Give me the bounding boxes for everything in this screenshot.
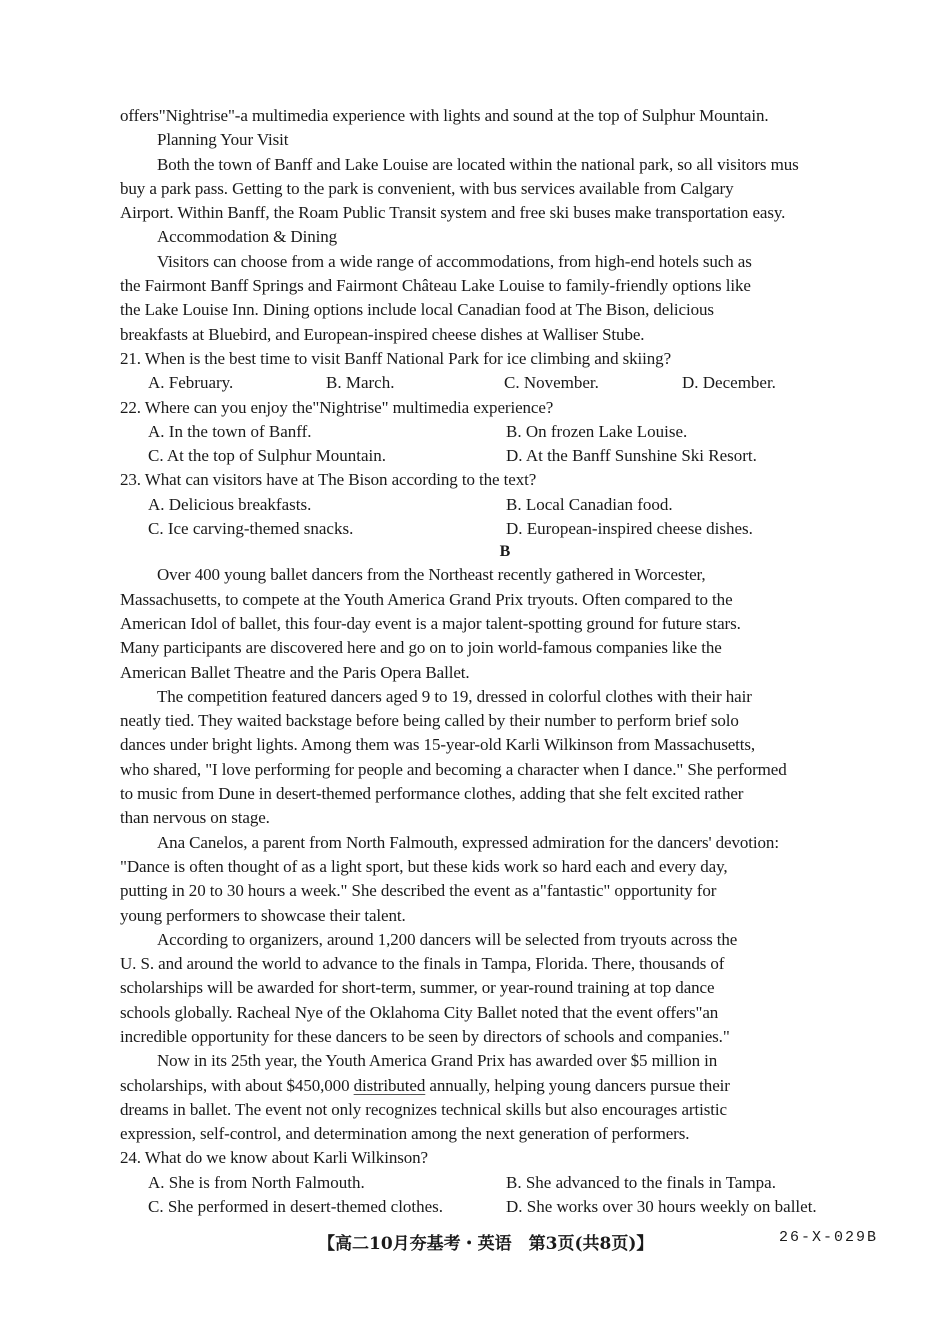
question-stem: 21. When is the best time to visit Banff National Park for ice climbing and skiing? bbox=[120, 348, 672, 368]
question-23 bbox=[120, 468, 910, 541]
section-heading-planning: Planning Your Visit bbox=[157, 130, 289, 150]
passage-line: U. S. and around the world to advance to the finals in Tampa, Florida. There, thousands of bbox=[120, 954, 725, 974]
question-24 bbox=[120, 1146, 910, 1219]
passage-line: schools globally. Racheal Nye of the Oklahoma City Ballet noted that the event offers"an bbox=[120, 1002, 719, 1022]
passage-line: breakfasts at Bluebird, and European-inspired cheese dishes at Walliser Stube. bbox=[120, 324, 645, 344]
passage-line bbox=[120, 1074, 910, 1098]
passage-line: young performers to showcase their talent. bbox=[120, 905, 406, 925]
paragraph-4 bbox=[120, 928, 910, 1049]
exam-code: 26-X-029B bbox=[778, 1229, 878, 1246]
option-b: B. She advanced to the finals in Tampa. bbox=[506, 1172, 776, 1192]
question-stem: 24. What do we know about Karli Wilkinson? bbox=[120, 1148, 428, 1168]
passage-line: who shared, "I love performing for people and becoming a character when I dance." She performed bbox=[120, 759, 787, 779]
option-b: B. March. bbox=[326, 373, 395, 393]
option-d: D. European-inspired cheese dishes. bbox=[506, 519, 753, 539]
passage-line: According to organizers, around 1,200 dancers will be selected from tryouts across the bbox=[157, 929, 738, 949]
passage-line: Visitors can choose from a wide range of accommodations, from high-end hotels such as bbox=[157, 251, 752, 271]
passage-line: Over 400 young ballet dancers from the Northeast recently gathered in Worcester, bbox=[157, 565, 706, 585]
option-c: C. She performed in desert-themed clothes. bbox=[148, 1197, 444, 1217]
option-a: A. February. bbox=[148, 373, 234, 393]
text-segment: scholarships, with about $450,000 bbox=[120, 1075, 354, 1095]
option-a: A. Delicious breakfasts. bbox=[148, 494, 312, 514]
option-d: D. She works over 30 hours weekly on ballet. bbox=[506, 1197, 817, 1217]
passage-line: Massachusetts, to compete at the Youth America Grand Prix tryouts. Often compared to the bbox=[120, 589, 733, 609]
option-d: D. December. bbox=[682, 373, 776, 393]
option-b: B. Local Canadian food. bbox=[506, 494, 673, 514]
passage-line: to music from Dune in desert-themed performance clothes, adding that she felt excited rather bbox=[120, 784, 744, 804]
option-c: C. November. bbox=[504, 373, 599, 393]
option-d: D. At the Banff Sunshine Ski Resort. bbox=[506, 446, 757, 466]
passage-line: than nervous on stage. bbox=[120, 808, 270, 828]
passage-line: Many participants are discovered here and go on to join world-famous companies like the bbox=[120, 638, 722, 658]
passage-line: dances under bright lights. Among them was 15-year-old Karli Wilkinson from Massachusetts, bbox=[120, 735, 756, 755]
option-c: C. At the top of Sulphur Mountain. bbox=[148, 446, 386, 466]
question-stem: 23. What can visitors have at The Bison according to the text? bbox=[120, 470, 537, 490]
passage-line: incredible opportunity for these dancers to be seen by directors of schools and companies." bbox=[120, 1026, 730, 1046]
passage-line: American Ballet Theatre and the Paris Opera Ballet. bbox=[120, 662, 470, 682]
question-stem: 22. Where can you enjoy the"Nightrise" multimedia experience? bbox=[120, 397, 554, 417]
passage-line: the Lake Louise Inn. Dining options include local Canadian food at The Bison, delicious bbox=[120, 300, 714, 320]
passage-line: The competition featured dancers aged 9 to 19, dressed in colorful clothes with their hair bbox=[157, 686, 752, 706]
passage-line: "Dance is often thought of as a light sport, but these kids work so hard each and every day, bbox=[120, 856, 728, 876]
passage-line: scholarships will be awarded for short-term, summer, or year-round training at top dance bbox=[120, 978, 715, 998]
section-heading-accommodation: Accommodation & Dining bbox=[157, 227, 338, 247]
passage-line: Airport. Within Banff, the Roam Public Transit system and free ski buses make transportation easy. bbox=[120, 203, 786, 223]
paragraph-1 bbox=[120, 563, 910, 684]
page-footer bbox=[318, 1229, 878, 1254]
option-c: C. Ice carving-themed snacks. bbox=[148, 519, 354, 539]
option-a: A. In the town of Banff. bbox=[148, 421, 312, 441]
passage-line: American Idol of ballet, this four-day event is a major talent-spotting ground for future stars. bbox=[120, 613, 741, 633]
passage-line: buy a park pass. Getting to the park is convenient, with bus services available from Calgary bbox=[120, 178, 734, 198]
passage-line: expression, self-control, and determination among the next generation of performers. bbox=[120, 1124, 690, 1144]
passage-line: neatly tied. They waited backstage before being called by their number to perform brief solo bbox=[120, 711, 739, 731]
option-b: B. On frozen Lake Louise. bbox=[506, 421, 688, 441]
passage-line: the Fairmont Banff Springs and Fairmont Château Lake Louise to family-friendly options like bbox=[120, 276, 751, 296]
question-22 bbox=[120, 396, 910, 469]
section-b-heading: B bbox=[499, 543, 511, 561]
passage-line: Both the town of Banff and Lake Louise are located within the national park, so all visitors mus bbox=[157, 154, 799, 174]
passage-line: putting in 20 to 30 hours a week." She described the event as a"fantastic" opportunity for bbox=[120, 881, 717, 901]
footer-title: 【高二10月夯基考・英语 第3页(共8页)】 bbox=[318, 1234, 654, 1254]
passage-line: Ana Canelos, a parent from North Falmouth, expressed admiration for the dancers' devotion: bbox=[157, 832, 779, 852]
passage-line: Now in its 25th year, the Youth America Grand Prix has awarded over $5 million in bbox=[157, 1051, 718, 1071]
text-segment: annually, helping young dancers pursue their bbox=[425, 1075, 730, 1095]
passage-line: offers"Nightrise"-a multimedia experience with lights and sound at the top of Sulphur Mountain. bbox=[120, 106, 769, 125]
passage-line: dreams in ballet. The event not only recognizes technical skills but also encourages artistic bbox=[120, 1099, 727, 1119]
question-21 bbox=[120, 347, 910, 396]
exam-page bbox=[120, 104, 910, 1219]
paragraph-2 bbox=[120, 685, 910, 831]
paragraph-5 bbox=[120, 1049, 910, 1146]
underlined-word: distributed bbox=[353, 1075, 426, 1095]
paragraph-3 bbox=[120, 831, 910, 928]
option-a: A. She is from North Falmouth. bbox=[148, 1172, 365, 1192]
